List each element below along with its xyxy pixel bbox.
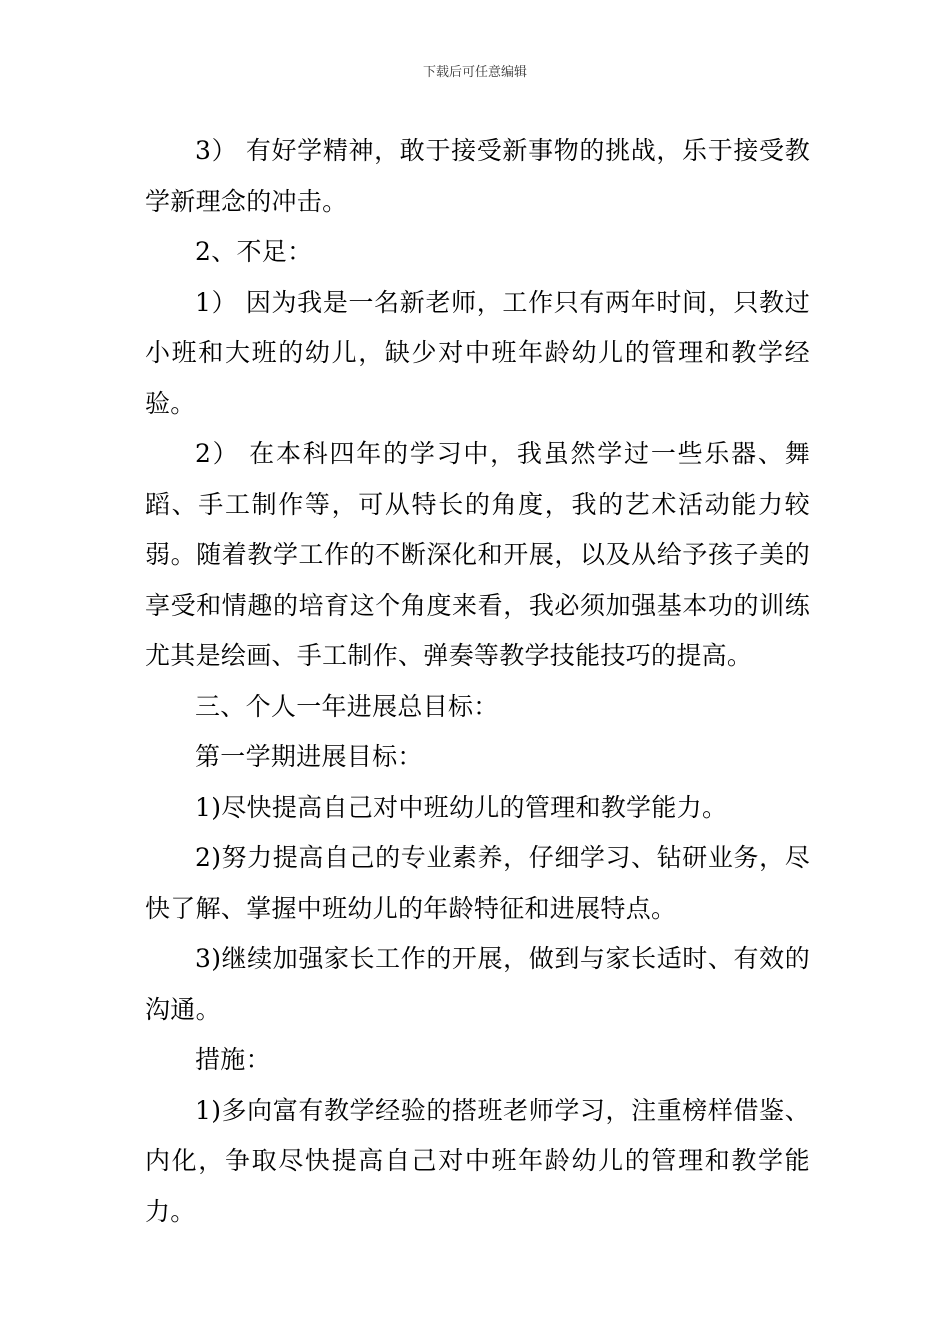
paragraph: 1)尽快提高自己对中班幼儿的管理和教学能力。 [195, 792, 728, 822]
paragraph: 3） 有好学精神，敢于接受新事物的挑战，乐于接受教学新理念的冲击。 [145, 136, 810, 216]
paragraph: 第一学期进展目标： [195, 742, 423, 771]
paragraph: 2） 在本科四年的学习中，我虽然学过一些乐器、舞蹈、手工制作等，可从特长的角度，我的艺术活动能力较弱。随着教学工作的不断深化和开展，以及从给予孩子美的享受和情趣的培育这个角度来看，我必须加强基本功的训练尤其是绘画、手工制作、弹奏等教学技能技巧的提高。 [145, 439, 810, 670]
paragraph: 2)努力提高自己的专业素养，仔细学习、钻研业务，尽快了解、掌握中班幼儿的年龄特征和进展特点。 [145, 843, 810, 923]
paragraph: 3)继续加强家长工作的开展，做到与家长适时、有效的沟通。 [145, 944, 810, 1024]
paragraph: 三、个人一年进展总目标： [195, 691, 499, 721]
paragraph: 1） 因为我是一名新老师，工作只有两年时间，只教过小班和大班的幼儿，缺少对中班年龄幼儿的管理和教学经验。 [145, 287, 810, 418]
paragraph: 2、不足： [195, 237, 313, 266]
paragraph: 措施： [195, 1045, 271, 1074]
page-header: 下载后可任意编辑 [422, 65, 527, 80]
paragraph: 1)多向富有教学经验的搭班老师学习，注重榜样借鉴、内化，争取尽快提高自己对中班年龄幼儿的管理和教学能力。 [145, 1095, 810, 1226]
document-body [145, 126, 810, 1237]
